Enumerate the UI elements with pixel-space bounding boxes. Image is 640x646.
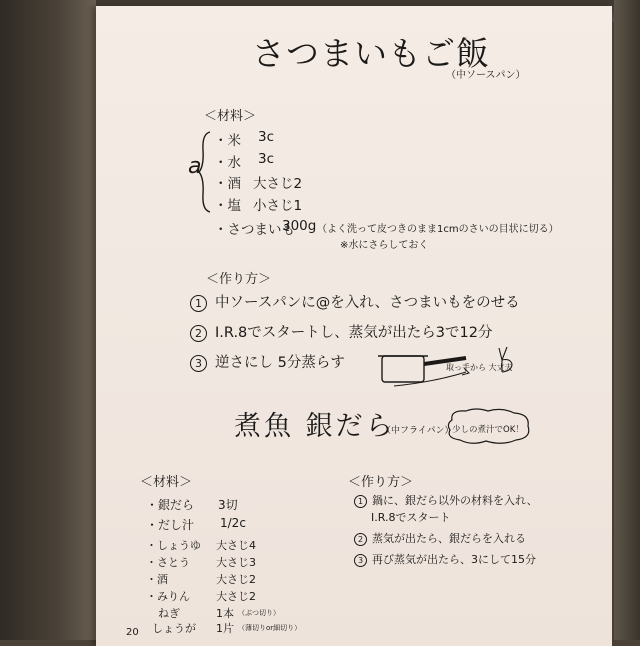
step-number: 3 bbox=[190, 355, 207, 372]
background-left bbox=[0, 0, 96, 640]
illustration-caption: 取っ手から 大丈夫 bbox=[446, 363, 513, 372]
ingredient-name: しょうゆ bbox=[157, 539, 201, 552]
recipe1-method-header: ＜作り方＞ bbox=[206, 272, 272, 287]
page-number: 20 bbox=[126, 627, 139, 638]
background-right bbox=[614, 0, 640, 640]
ingredient-amount: 大さじ4 bbox=[216, 539, 256, 552]
ingredient-name: みりん bbox=[157, 590, 190, 603]
list-item: ・みりん bbox=[146, 590, 190, 603]
list-item: ・さとう bbox=[146, 556, 190, 569]
ingredient-name: 米 bbox=[227, 133, 241, 149]
recipe2-title: 煮魚 銀だら bbox=[234, 411, 396, 442]
ingredient-amount: 小さじ1 bbox=[253, 198, 303, 214]
ingredient-name: ねぎ bbox=[158, 607, 180, 620]
recipe1-step-2 bbox=[190, 321, 492, 342]
ingredient-name: さとう bbox=[157, 556, 190, 569]
recipe2-step-3 bbox=[354, 551, 536, 567]
recipe1-title: さつまいもご飯 bbox=[252, 34, 490, 73]
step-number: 1 bbox=[190, 295, 207, 312]
group-a-bracket bbox=[198, 130, 212, 214]
list-item: ・米 bbox=[214, 133, 241, 149]
ingredient-name: 銀だら bbox=[158, 498, 195, 512]
step-number: 1 bbox=[354, 495, 367, 508]
ingredient-amount: 3c bbox=[258, 151, 275, 167]
step-text: 蒸気が出たら、銀だらを入れる bbox=[372, 532, 526, 545]
ingredient-amount: 大さじ2 bbox=[216, 573, 256, 586]
recipe1-pot-note: （中ソースパン） bbox=[446, 70, 526, 81]
list-item: ・塩 bbox=[214, 198, 241, 214]
ingredient-amount: 1片 bbox=[216, 622, 234, 635]
ingredient-amount: 1/2c bbox=[220, 516, 246, 530]
ingredient-name: 水 bbox=[227, 155, 241, 171]
recipe2-step-1 bbox=[354, 492, 538, 508]
recipe2-ingredients-header: ＜材料＞ bbox=[140, 475, 193, 490]
list-item: ・銀だら bbox=[146, 498, 195, 512]
recipe2-step-2 bbox=[354, 530, 526, 546]
list-item bbox=[152, 620, 196, 636]
ingredient-name: 塩 bbox=[227, 198, 241, 214]
step-text: 再び蒸気が出たら、3にして15分 bbox=[372, 553, 536, 566]
ingredient-amount: 1本 bbox=[216, 607, 234, 620]
ingredient-name: 酒 bbox=[157, 573, 168, 586]
ingredient-name: 酒 bbox=[227, 176, 241, 192]
list-item: ・さつまいも bbox=[214, 222, 295, 238]
ingredient-note: （薄切りor細切り） bbox=[238, 624, 302, 632]
ingredient-amount: 大さじ3 bbox=[216, 556, 256, 569]
recipe2-step-1-cont: I.R.8でスタート bbox=[371, 511, 451, 524]
step-text: 鍋に、銀だら以外の材料を入れ、 bbox=[372, 494, 538, 507]
list-item: ・水 bbox=[214, 155, 241, 171]
step-text: I.R.8でスタートし、蒸気が出たら3で12分 bbox=[215, 325, 493, 341]
ingredient-amount: 大さじ2 bbox=[216, 590, 256, 603]
ingredient-name: さつまいも bbox=[227, 222, 295, 238]
ingredient-note: （ぶつ切り） bbox=[238, 609, 280, 617]
list-item: ・だし汁 bbox=[146, 518, 195, 532]
bubble-text: 少しの煮汁でOK！ bbox=[452, 425, 524, 435]
recipe1-ingredients-header: ＜材料＞ bbox=[204, 109, 257, 124]
list-item bbox=[158, 605, 180, 621]
ingredient-amount: 大さじ2 bbox=[253, 176, 303, 192]
list-item: ・しょうゆ bbox=[146, 539, 201, 552]
ingredient-amount: 3c bbox=[258, 129, 275, 145]
group-a-label: a bbox=[188, 154, 202, 179]
ingredient-amount: 300g bbox=[282, 218, 317, 234]
peace-hand-icon bbox=[496, 344, 518, 374]
recipe1-step-3 bbox=[190, 351, 345, 372]
ingredient-name: だし汁 bbox=[158, 518, 195, 532]
list-item: ・酒 bbox=[146, 573, 168, 586]
step-text: 逆さにし 5分蒸らす bbox=[215, 355, 345, 371]
step-text: 中ソースパンに@を入れ、さつまいもをのせる bbox=[215, 295, 520, 311]
ingredient-name: しょうが bbox=[152, 622, 196, 635]
ingredient-amount: 3切 bbox=[218, 498, 238, 512]
recipe1-step-1 bbox=[190, 291, 520, 312]
step-number: 2 bbox=[190, 325, 207, 342]
ingredient-note: （よく洗って皮つきのまま1cmのさいの目状に切る） bbox=[317, 224, 559, 235]
recipe-page bbox=[96, 6, 612, 646]
recipe2-method-header: ＜作り方＞ bbox=[348, 475, 414, 490]
step-number: 2 bbox=[354, 533, 367, 546]
soak-note: ※水にさらしておく bbox=[340, 240, 429, 251]
step-number: 3 bbox=[354, 554, 367, 567]
list-item: ・酒 bbox=[214, 176, 241, 192]
recipe2-pan-note: （中フライパン） bbox=[382, 426, 454, 436]
